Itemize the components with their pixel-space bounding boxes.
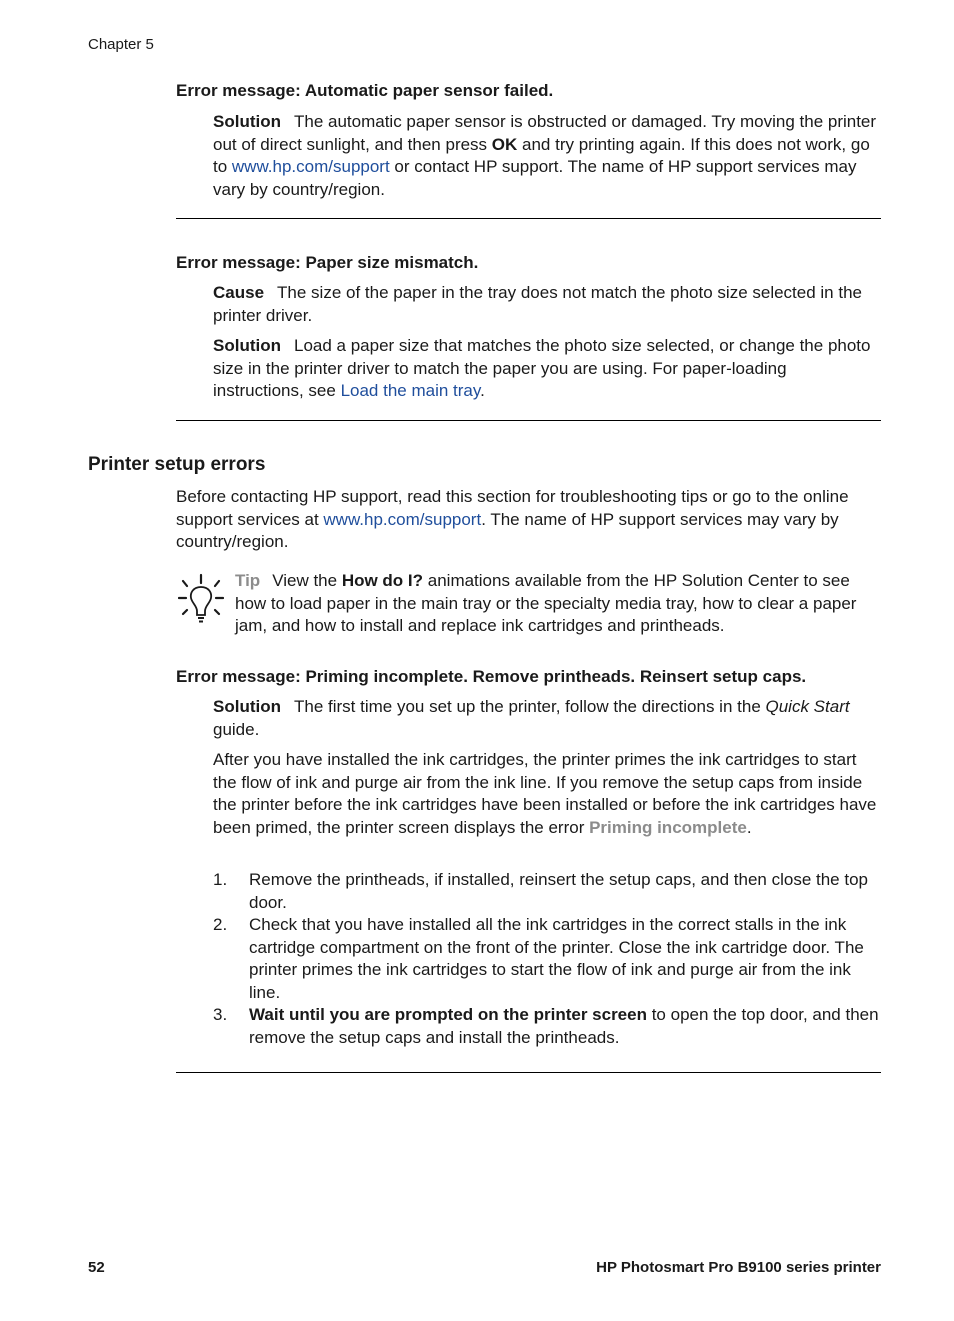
steps-list xyxy=(213,869,881,1049)
tip-note xyxy=(235,570,881,638)
cause-text: The size of the paper in the tray does not match the photo size selected in the printer driver. xyxy=(213,283,862,325)
step-bold-text: Wait until you are prompted on the printer screen xyxy=(249,1005,647,1024)
step-number: 1. xyxy=(213,870,228,889)
solution-text: and try printing again. If this does not work, go to xyxy=(213,134,870,176)
solution-text: . xyxy=(480,381,485,400)
lightbulb-icon xyxy=(178,573,224,625)
sensor-solution xyxy=(213,111,881,201)
section-heading: Printer setup errors xyxy=(88,454,266,475)
tip-text: animations available from the HP Solution Center to see how to load paper in the main tray or the specialty media tray, how to clear a paper jam, and how to install and replace ink cartridges and printheads. xyxy=(235,571,857,635)
solution-label: Solution xyxy=(213,112,281,131)
solution-text: Load a paper size that matches the photo size selected, or change the photo size in the printer driver to match the paper you are using. For paper-loading instructions, see xyxy=(213,336,871,400)
paragraph-text: After you have installed the ink cartridges, the printer primes the ink cartridges to start the flow of ink and purge air from the ink line. If you remove the setup caps from inside the printer before the ink cartridges have been installed or before the ink cartridges have been primed, the printer screen displays the error xyxy=(213,750,877,837)
solution-text: The first time you set up the printer, follow the directions in the xyxy=(293,697,766,716)
divider xyxy=(176,1072,881,1073)
step-number: 2. xyxy=(213,915,228,934)
priming-solution xyxy=(213,696,881,741)
list-item xyxy=(213,914,881,1004)
divider xyxy=(176,420,881,421)
tip-label: Tip xyxy=(235,571,261,590)
step-text: Check that you have installed all the ink cartridges in the correct stalls in the ink cartridge compartment on the front of the printer. Close the ink cartridge door. The printer primes the ink cartridges to start the flow of ink and purge air from the ink line. xyxy=(249,915,864,1002)
load-main-tray-link[interactable]: Load the main tray xyxy=(340,381,481,400)
chapter-header: Chapter 5 xyxy=(88,36,154,53)
mismatch-cause xyxy=(213,282,881,327)
solution-label: Solution xyxy=(213,336,281,355)
mismatch-solution xyxy=(213,335,881,403)
setup-intro xyxy=(176,486,881,554)
divider xyxy=(176,218,881,219)
ok-text: OK xyxy=(491,134,518,154)
intro-text: . The name of HP support services may vary by country/region. xyxy=(176,509,839,551)
quick-start-text: Quick Start xyxy=(765,697,850,716)
mismatch-error-title: Error message: Paper size mismatch. xyxy=(176,253,479,272)
step-text: to open the top door, and then remove the setup caps and install the printheads. xyxy=(249,1005,879,1047)
hp-support-link[interactable]: www.hp.com/support xyxy=(231,157,390,176)
step-text: Remove the printheads, if installed, reinsert the setup caps, and then close the top door. xyxy=(249,870,868,912)
paragraph-text: . xyxy=(746,817,752,837)
solution-label: Solution xyxy=(213,697,281,716)
tip-text: View the xyxy=(272,571,342,590)
product-name: HP Photosmart Pro B9100 series printer xyxy=(596,1259,881,1276)
page-number: 52 xyxy=(88,1259,105,1276)
hp-support-link[interactable]: www.hp.com/support xyxy=(323,509,482,529)
priming-incomplete-text: Priming incomplete xyxy=(589,817,747,837)
priming-paragraph xyxy=(213,749,881,839)
sensor-error-title: Error message: Automatic paper sensor failed. xyxy=(176,81,554,100)
solution-text: guide. xyxy=(213,719,260,739)
step-number: 3. xyxy=(213,1005,228,1024)
how-do-i-text: How do I? xyxy=(341,571,424,590)
solution-text: or contact HP support. The name of HP support services may vary by country/region. xyxy=(213,157,857,199)
cause-label: Cause xyxy=(213,283,265,302)
list-item xyxy=(213,869,881,914)
list-item xyxy=(213,1004,881,1049)
priming-error-title: Error message: Priming incomplete. Remove printheads. Reinsert setup caps. xyxy=(176,667,807,686)
solution-text: The automatic paper sensor is obstructed or damaged. Try moving the printer out of direct sunlight, and then press xyxy=(213,112,877,154)
intro-text: Before contacting HP support, read this section for troubleshooting tips or go to the online support services at xyxy=(176,487,849,529)
